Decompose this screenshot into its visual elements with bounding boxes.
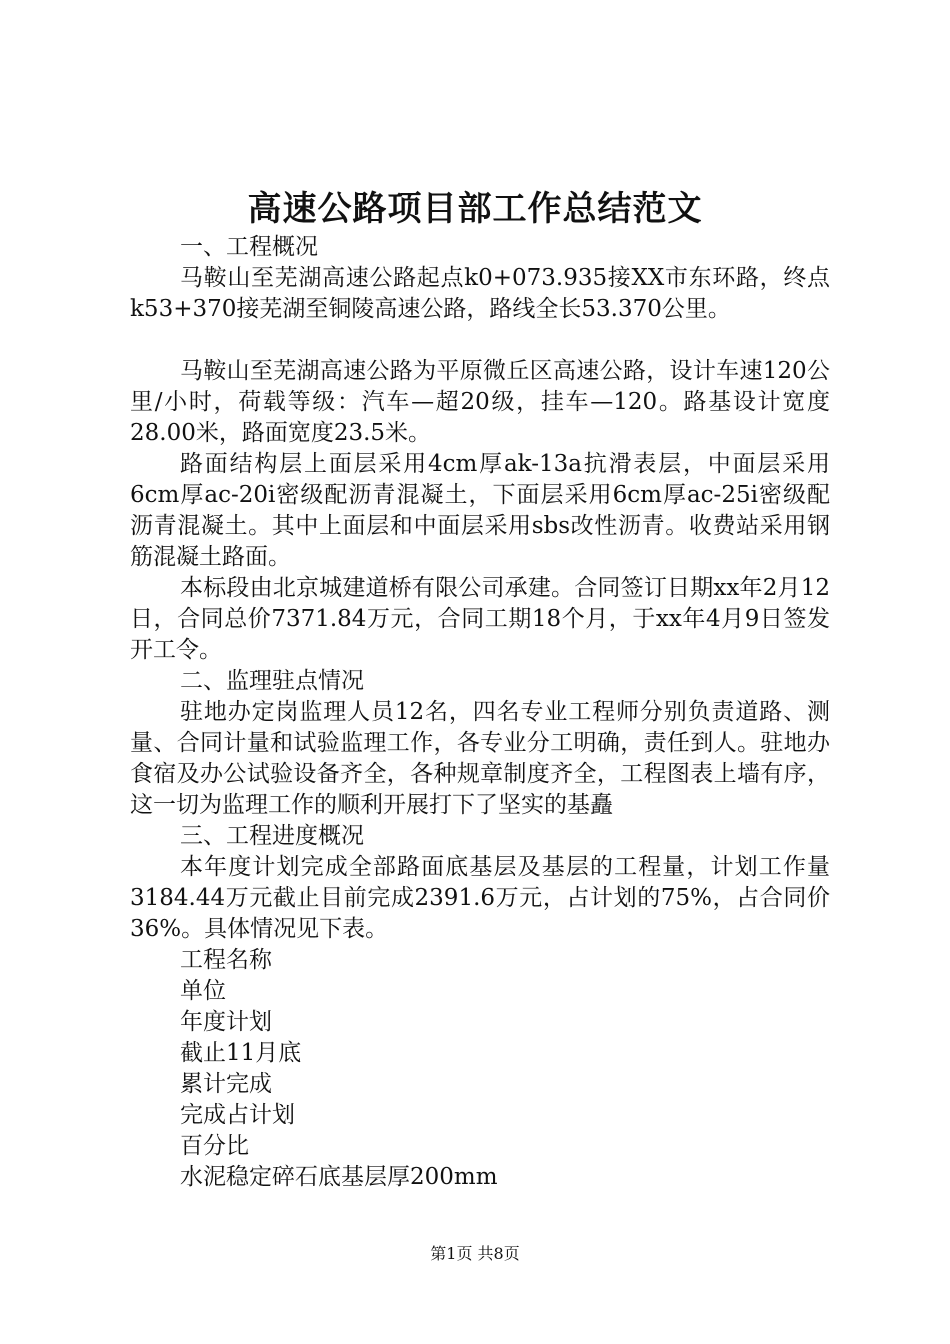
- section-heading-2: 二、监理驻点情况: [180, 668, 364, 694]
- table-item-completion-vs-plan: 完成占计划: [180, 1102, 295, 1128]
- table-item-cumulative: 累计完成: [180, 1071, 272, 1097]
- table-item-as-of-november: 截止11月底: [180, 1040, 302, 1066]
- table-item-subbase-layer: 水泥稳定碎石底基层厚200mm: [180, 1164, 498, 1190]
- table-item-percentage: 百分比: [180, 1133, 249, 1159]
- section-heading-1: 一、工程概况: [180, 234, 318, 260]
- paragraph-pavement-structure: 路面结构层上面层采用4cm厚ak-13a抗滑表层，中面层采用6cm厚ac-20i密级配沥青混凝土，下面层采用6cm厚ac-25i密级配沥青混凝土。其中上面层和中面层采用sbs改性沥青。收费站采用钢筋混凝土路面。: [130, 451, 830, 570]
- blank-line: [130, 325, 830, 356]
- paragraph-progress-summary: 本年度计划完成全部路面底基层及基层的工程量，计划工作量3184.44万元截止目前完成2391.6万元，占计划的75%，占合同价36%。具体情况见下表。: [130, 854, 830, 942]
- document-title: 高速公路项目部工作总结范文: [247, 189, 703, 229]
- page-footer: 第1页 共8页: [430, 1244, 520, 1263]
- paragraph-project-route: 马鞍山至芜湖高速公路起点k0+073.935接XX市东环路，终点k53+370接芜湖至铜陵高速公路，路线全长53.370公里。: [130, 265, 830, 322]
- table-item-unit: 单位: [180, 978, 226, 1004]
- table-item-annual-plan: 年度计划: [180, 1009, 272, 1035]
- section-heading-3: 三、工程进度概况: [180, 823, 364, 849]
- document-body: [130, 232, 830, 1193]
- paragraph-supervision-office: 驻地办定岗监理人员12名，四名专业工程师分别负责道路、测量、合同计量和试验监理工作，各专业分工明确，责任到人。驻地办食宿及办公试验设备齐全，各种规章制度齐全，工程图表上墙有序，这一切为监理工作的顺利开展打下了坚实的基矗: [130, 699, 830, 818]
- table-item-project-name: 工程名称: [180, 947, 272, 973]
- paragraph-design-standard: 马鞍山至芜湖高速公路为平原微丘区高速公路，设计车速120公里/小时，荷载等级：汽车—超20级，挂车—120。路基设计宽度28.00米，路面宽度23.5米。: [130, 358, 830, 446]
- paragraph-contract-info: 本标段由北京城建道桥有限公司承建。合同签订日期xx年2月12日，合同总价7371.84万元，合同工期18个月，于xx年4月9日签发开工令。: [130, 575, 830, 663]
